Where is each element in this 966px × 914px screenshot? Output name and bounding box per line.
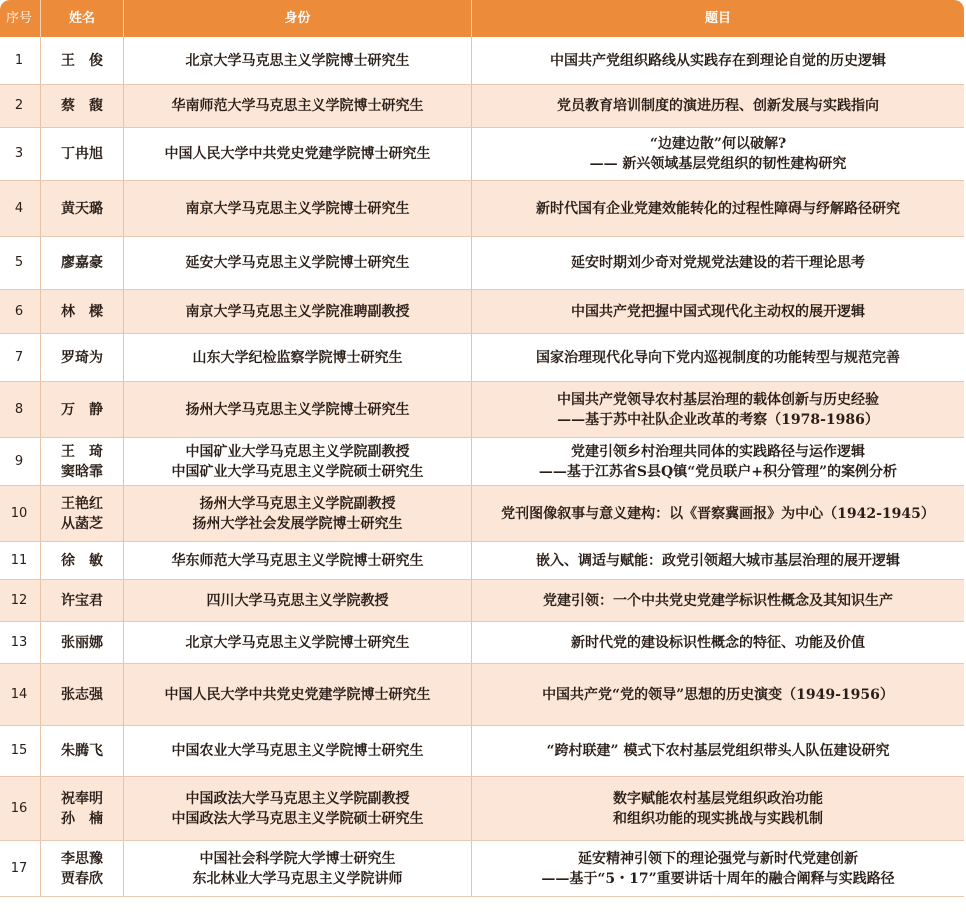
author-identity <box>124 664 472 725</box>
paper-topic <box>472 580 964 621</box>
identity-line: 中国社会科学院大学博士研究生 <box>199 850 396 867</box>
identity-line: 山东大学纪检监察学院博士研究生 <box>192 349 403 366</box>
paper-topic <box>472 85 964 127</box>
paper-topic <box>472 181 964 236</box>
author-identity <box>124 542 472 579</box>
author-name-line: 从菡芝 <box>61 515 103 532</box>
table-row <box>0 37 964 85</box>
table-header <box>0 0 964 37</box>
author-name <box>40 237 124 289</box>
identity-line: 北京大学马克思主义学院博士研究生 <box>185 52 410 69</box>
author-name-line: 王 琦 <box>61 443 103 460</box>
identity-line: 南京大学马克思主义学院准聘副教授 <box>185 303 410 320</box>
author-name-line: 许宝君 <box>61 592 103 609</box>
topic-line: 数字赋能农村基层党组织政治功能 <box>613 790 823 807</box>
author-name-line: 朱腾飞 <box>61 743 103 759</box>
author-name-line: 黄天璐 <box>61 200 103 217</box>
author-identity <box>124 37 472 84</box>
row-number: 5 <box>14 255 24 270</box>
topic-line: “跨村联建” 模式下农村基层党组织带头人队伍建设研究 <box>546 743 890 759</box>
paper-topic <box>472 622 964 663</box>
paper-topic <box>472 664 964 725</box>
author-identity <box>124 128 472 180</box>
header-name: 姓名 <box>40 0 124 37</box>
author-name <box>40 334 124 381</box>
author-identity <box>124 622 472 663</box>
table-row <box>0 726 964 777</box>
author-name <box>40 37 124 84</box>
topic-line: ——基于“5・17”重要讲话十周年的融合阐释与实践路径 <box>541 870 895 887</box>
author-name-line: 徐 敏 <box>61 552 103 569</box>
row-number: 8 <box>14 401 24 417</box>
topic-line: ——基于江苏省S县Q镇“党员联户+积分管理”的案例分析 <box>538 463 898 480</box>
table-row <box>0 382 964 438</box>
identity-line: 扬州大学社会发展学院博士研究生 <box>192 515 403 532</box>
author-name <box>40 841 124 896</box>
author-name-line: 祝奉明 <box>61 790 103 807</box>
author-name <box>40 128 124 180</box>
table-row <box>0 85 964 128</box>
table-row <box>0 542 964 580</box>
identity-line: 中国矿业大学马克思主义学院副教授 <box>185 443 410 460</box>
table-row <box>0 128 964 181</box>
topic-line: 中国共产党领导农村基层治理的载体创新与历史经验 <box>557 391 879 408</box>
table-row <box>0 334 964 382</box>
table-row <box>0 438 964 486</box>
author-name <box>40 438 124 485</box>
topic-line: 中国共产党“党的领导”思想的历史演变（1949-1956） <box>542 686 894 703</box>
author-name-line: 万 静 <box>61 401 103 418</box>
topic-line: 新时代党的建设标识性概念的特征、功能及价值 <box>571 634 865 651</box>
author-name-line: 王艳红 <box>61 495 103 512</box>
author-name-line: 贾春欣 <box>61 870 103 887</box>
paper-topic <box>472 486 964 541</box>
paper-topic <box>472 542 964 579</box>
author-name <box>40 777 124 840</box>
header-topic: 题目 <box>704 10 731 26</box>
author-name <box>40 580 124 621</box>
header-no: 序号 <box>5 10 32 26</box>
author-identity <box>124 841 472 896</box>
author-name-line: 林 樑 <box>61 303 103 320</box>
identity-line: 扬州大学马克思主义学院副教授 <box>199 495 396 512</box>
topic-line: ——基于苏中社队企业改革的考察（1978-1986） <box>557 411 879 428</box>
author-identity <box>124 85 472 127</box>
author-name-line: 罗琦为 <box>61 349 103 366</box>
row-number: 2 <box>14 98 24 113</box>
row-number: 3 <box>14 146 24 161</box>
row-number: 4 <box>14 200 24 216</box>
author-name-line: 张志强 <box>61 686 103 703</box>
identity-line: 北京大学马克思主义学院博士研究生 <box>185 634 410 651</box>
table-row <box>0 777 964 841</box>
row-number: 12 <box>10 592 28 608</box>
topic-line: —— 新兴领域基层党组织的韧性建构研究 <box>589 156 847 172</box>
author-name-line: 王 俊 <box>61 52 103 69</box>
topic-line: 党建引领：一个中共党史党建学标识性概念及其知识生产 <box>543 592 893 609</box>
identity-line: 扬州大学马克思主义学院博士研究生 <box>185 401 410 418</box>
row-number: 17 <box>10 860 28 876</box>
table-row <box>0 841 964 897</box>
identity-line: 中国矿业大学马克思主义学院硕士研究生 <box>171 463 424 480</box>
topic-line: 嵌入、调适与赋能：政党引领超大城市基层治理的展开逻辑 <box>536 552 900 569</box>
topic-line: 中国共产党组织路线从实践存在到理论自觉的历史逻辑 <box>550 52 886 69</box>
topic-line: 中国共产党把握中国式现代化主动权的展开逻辑 <box>571 303 865 320</box>
topic-line: 党建引领乡村治理共同体的实践路径与运作逻辑 <box>571 443 865 460</box>
author-name-line: 丁冉旭 <box>61 146 103 162</box>
table-row <box>0 622 964 664</box>
author-identity <box>124 726 472 776</box>
author-name-line: 窦晗霏 <box>61 463 103 480</box>
row-number: 7 <box>14 349 24 365</box>
author-identity <box>124 486 472 541</box>
identity-line: 中国政法大学马克思主义学院硕士研究生 <box>171 810 424 827</box>
table-row <box>0 237 964 290</box>
author-identity <box>124 438 472 485</box>
author-name <box>40 290 124 333</box>
paper-topic <box>472 37 964 84</box>
identity-line: 四川大学马克思主义学院教授 <box>206 592 389 609</box>
paper-topic <box>472 382 964 437</box>
author-identity <box>124 181 472 236</box>
identity-line: 中国政法大学马克思主义学院副教授 <box>185 790 410 807</box>
author-identity <box>124 334 472 381</box>
author-identity <box>124 777 472 840</box>
row-number: 13 <box>10 634 28 650</box>
paper-topic <box>472 841 964 896</box>
row-number: 16 <box>10 800 28 816</box>
table-row <box>0 181 964 237</box>
topic-line: “边建边散”何以破解? <box>649 136 787 152</box>
header-identity: 身份 <box>124 0 472 37</box>
author-name <box>40 181 124 236</box>
identity-line: 延安大学马克思主义学院博士研究生 <box>185 255 410 271</box>
topic-line: 延安精神引领下的理论强党与新时代党建创新 <box>578 850 858 867</box>
author-name-line: 李思豫 <box>61 850 103 867</box>
table-row <box>0 486 964 542</box>
table-row <box>0 290 964 334</box>
row-number: 6 <box>14 303 24 319</box>
paper-topic <box>472 290 964 333</box>
paper-topic <box>472 237 964 289</box>
row-number: 15 <box>10 743 28 758</box>
paper-topic <box>472 334 964 381</box>
author-name <box>40 726 124 776</box>
row-number: 11 <box>10 552 28 568</box>
paper-topic <box>472 726 964 776</box>
row-number: 1 <box>14 52 24 68</box>
topic-line: 党刊图像叙事与意义建构：以《晋察冀画报》为中心（1942-1945） <box>501 505 935 522</box>
author-name <box>40 486 124 541</box>
identity-line: 华南师范大学马克思主义学院博士研究生 <box>171 98 424 114</box>
identity-line: 中国人民大学中共党史党建学院博士研究生 <box>164 146 431 162</box>
table-body <box>0 37 964 897</box>
paper-topic <box>472 128 964 180</box>
author-identity <box>124 237 472 289</box>
author-name-line: 孙 楠 <box>61 810 103 827</box>
author-name <box>40 85 124 127</box>
topic-line: 延安时期刘少奇对党规党法建设的若干理论思考 <box>571 255 865 271</box>
row-number: 10 <box>10 505 28 521</box>
author-name <box>40 622 124 663</box>
paper-topic <box>472 438 964 485</box>
identity-line: 南京大学马克思主义学院博士研究生 <box>185 200 410 217</box>
author-identity <box>124 382 472 437</box>
row-number: 14 <box>10 686 28 702</box>
author-identity <box>124 290 472 333</box>
table-row <box>0 580 964 622</box>
author-identity <box>124 580 472 621</box>
author-name <box>40 382 124 437</box>
topic-line: 新时代国有企业党建效能转化的过程性障碍与纾解路径研究 <box>536 200 900 217</box>
table-row <box>0 664 964 726</box>
identity-line: 中国人民大学中共党史党建学院博士研究生 <box>164 686 431 703</box>
identity-line: 中国农业大学马克思主义学院博士研究生 <box>171 743 424 759</box>
topic-line: 国家治理现代化导向下党内巡视制度的功能转型与规范完善 <box>536 349 900 366</box>
topic-line: 党员教育培训制度的演进历程、创新发展与实践指向 <box>557 98 879 114</box>
author-name <box>40 664 124 725</box>
author-name-line: 廖嘉豪 <box>61 255 103 271</box>
row-number: 9 <box>14 453 24 469</box>
topic-line: 和组织功能的现实挑战与实践机制 <box>613 810 823 827</box>
identity-line: 东北林业大学马克思主义学院讲师 <box>192 870 403 887</box>
author-name-line: 蔡 馥 <box>61 98 103 114</box>
author-name <box>40 542 124 579</box>
author-name-line: 张丽娜 <box>61 634 103 651</box>
paper-topic <box>472 777 964 840</box>
identity-line: 华东师范大学马克思主义学院博士研究生 <box>171 552 424 569</box>
